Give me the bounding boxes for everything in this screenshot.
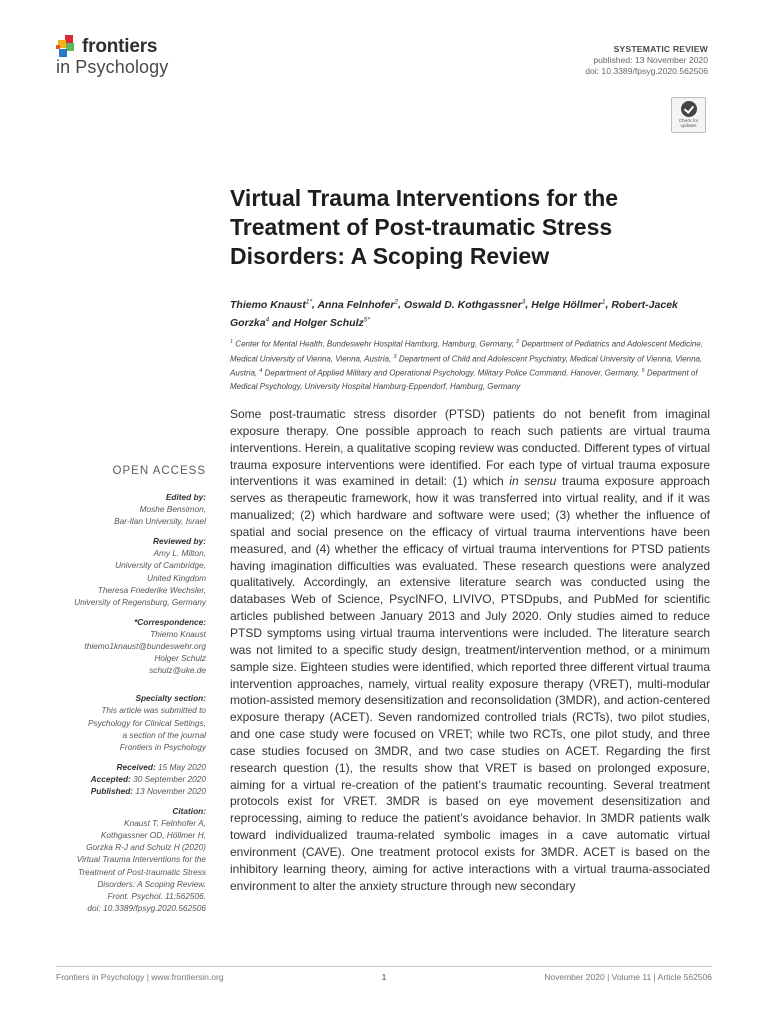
- reviewer-line: Theresa Friederike Wechsler,: [97, 584, 206, 595]
- citation-line: Front. Psychol. 11:562506.: [107, 890, 206, 901]
- footer-issue-info: November 2020 | Volume 11 | Article 562506: [544, 972, 712, 982]
- journal-logo[interactable]: [56, 33, 216, 83]
- reviewer-line: University of Cambridge,: [115, 560, 206, 571]
- specialty-section-label: Specialty section:: [135, 693, 206, 704]
- article-type: SYSTEMATIC REVIEW: [613, 44, 708, 54]
- correspondence-line: Thiemo Knaust: [150, 628, 206, 639]
- reviewer-line: University of Regensburg, Germany: [74, 596, 206, 607]
- reviewer-line: United Kingdom: [146, 572, 206, 583]
- citation-line: Gorzka R-J and Schulz H (2020): [86, 842, 206, 853]
- correspondence-label: *Correspondence:: [134, 616, 206, 627]
- author-name[interactable]: Holger Schulz$^{5*}$: [293, 316, 370, 329]
- citation-line: Knaust T, Felnhofer A,: [124, 818, 206, 829]
- accepted-date: Accepted: 30 September 2020: [90, 773, 206, 784]
- affiliations: $^1$ Center for Mental Health, Bundeswehr Hospital Hamburg, Hamburg, Germany, $^2$ Department of Pediatrics and Adolescent Medicine, Medical University of Vienna, Vienna, Austria, $^3$ Department of Child and Adolescent Psychiatry, Medical University of Vienna, Vienna, Austria, $^4$ Department of Applied Military and Operational Psychology, Military Police Command, Hanover, Germany, $^5$ Department of Medical Psychology, University Hospital Hamburg-Eppendorf, Hamburg, Germany: [230, 339, 704, 391]
- citation-line: Treatment of Post-traumatic Stress: [77, 866, 206, 877]
- author-name[interactable]: Robert-Jacek Gorzka$^4$: [230, 298, 678, 329]
- reviewed-by-label: Reviewed by:: [152, 536, 206, 547]
- author-name[interactable]: Helge Höllmer$^1$: [531, 298, 606, 311]
- check-updates-label: Check for updates: [678, 118, 699, 128]
- open-access-label: OPEN ACCESS: [112, 465, 206, 477]
- check-for-updates-badge[interactable]: [671, 97, 706, 133]
- footer-journal-link[interactable]: Frontiers in Psychology | www.frontiersin.org: [56, 972, 224, 982]
- journal-name-primary: frontiers: [82, 36, 158, 57]
- author-name[interactable]: Thiemo Knaust$^{1*}$: [230, 298, 312, 311]
- reviewer-line: Amy L. Milton,: [153, 548, 206, 559]
- published-date-sidebar: Published: 13 November 2020: [90, 785, 206, 796]
- frontiers-logo-icon: [56, 35, 78, 59]
- correspondence-email[interactable]: thiemo1knaust@bundeswehr.org: [84, 641, 206, 652]
- article-sidebar: [36, 491, 206, 914]
- editor-line: Bar-Ilan University, Israel: [114, 516, 206, 527]
- citation-doi[interactable]: doi: 10.3389/fpsyg.2020.562506: [87, 902, 206, 913]
- footer-divider: [56, 966, 712, 967]
- edited-by-label: Edited by:: [165, 492, 206, 502]
- checkmark-icon: [681, 101, 697, 117]
- specialty-line: This article was submitted to: [101, 705, 206, 716]
- citation-line: Kothgassner OD, Höllmer H,: [100, 830, 206, 841]
- correspondence-email[interactable]: schulz@uke.de: [149, 665, 206, 676]
- citation-label: Citation:: [172, 806, 206, 817]
- editor-line: Moshe Bensimon,: [139, 504, 206, 515]
- specialty-line: a section of the journal: [122, 729, 206, 740]
- abstract-text: Some post-traumatic stress disorder (PTSD) patients do not benefit from imaginal exposure therapy. One possible approach to reach such patients are virtual trauma interventions. Herein, a qualitative scoping review was conducted. Different types of virtual trauma exposure interventions were identified. For each type of virtual trauma exposure interventions it was examined in detail: (1) which in sensu trauma exposure approach serves as therapeutic framework, how it was transferred into virtual reality, and if it was manualized; (2) which hardware and software were used; (3) whether the influence of spatial and social presence on the efficacy of virtual trauma interventions have been measured, and (4) whether the efficacy of virtual trauma interventions for PTSD patients having imagination difficulties was evaluated. These research questions were analyzed qualitatively. Accordingly, an extensive literature search was conducted using the databases Web of Science, PsycINFO, LIVIVO, PTSDpubs, and PubMed for scientific articles published between January 2013 and July 2020. Only studies aimed to reduce PTSD symptoms using virtual trauma interventions were included. The literature search was not limited to a specific study design, treatment/intervention method, or a minimum sample size. Eighteen studies were identified, which reported three different virtual trauma intervention approaches, namely, virtual reality exposure therapy (VRET), multi-modular motion-assisted memory desensitization and reconsolidation (3MDR), and action-centered exposure therapy (ACET). Seven randomized controlled trials (RCTs), two pilot studies, and one case study were focused on VRET; while two RCTs, one pilot study, and three case studies focused on 3MDR, and two case studies on ACET. Regarding the first research question (1), the results show that VRET is based on prolonged exposure, aiming for a virtual re-creation of the patient’s traumatic recounting. Several treatment protocols exist for VRET. 3MDR is based on eye movement desensitization and reprocessing, aiming to reduce the patient’s avoidance behavior. In 3MDR patients walk toward individualized trauma-related symbolic images in a cave automatic virtual environment (CAVE). One treatment protocol exists for 3MDR. ACET is based on the inhibitory learning theory, aiming for active interactions with a virtual trauma-associated environment to alter the anxiety structure through new secondary: [230, 407, 710, 893]
- specialty-line: Psychology for Clinical Settings,: [87, 717, 206, 728]
- article-header-info: [585, 44, 708, 77]
- citation-line: Disorders: A Scoping Review.: [97, 878, 206, 889]
- published-date: published: 13 November 2020: [593, 55, 708, 65]
- author-name[interactable]: Oswald D. Kothgassner$^3$: [403, 298, 526, 311]
- received-date: Received: 15 May 2020: [116, 761, 206, 772]
- correspondence-line: Holger Schulz: [154, 653, 206, 664]
- page-number: 1: [381, 972, 387, 982]
- specialty-line: Frontiers in Psychology: [119, 741, 206, 752]
- citation-line: Virtual Trauma Interventions for the: [76, 854, 206, 865]
- journal-name-secondary: in Psychology: [56, 57, 169, 77]
- author-list: Thiemo Knaust$^{1*}$, Anna Felnhofer$^2$, Oswald D. Kothgassner$^3$, Helge Höllmer$^1$, Robert-Jacek Gorzka$^4$ and Holger Schulz$^{5*}$: [230, 298, 678, 329]
- article-title: Virtual Trauma Interventions for the Treatment of Post-traumatic Stress Disorders: A Scoping Review: [230, 185, 619, 269]
- author-name[interactable]: Anna Felnhofer$^2$: [317, 298, 399, 311]
- article-doi[interactable]: doi: 10.3389/fpsyg.2020.562506: [585, 66, 708, 76]
